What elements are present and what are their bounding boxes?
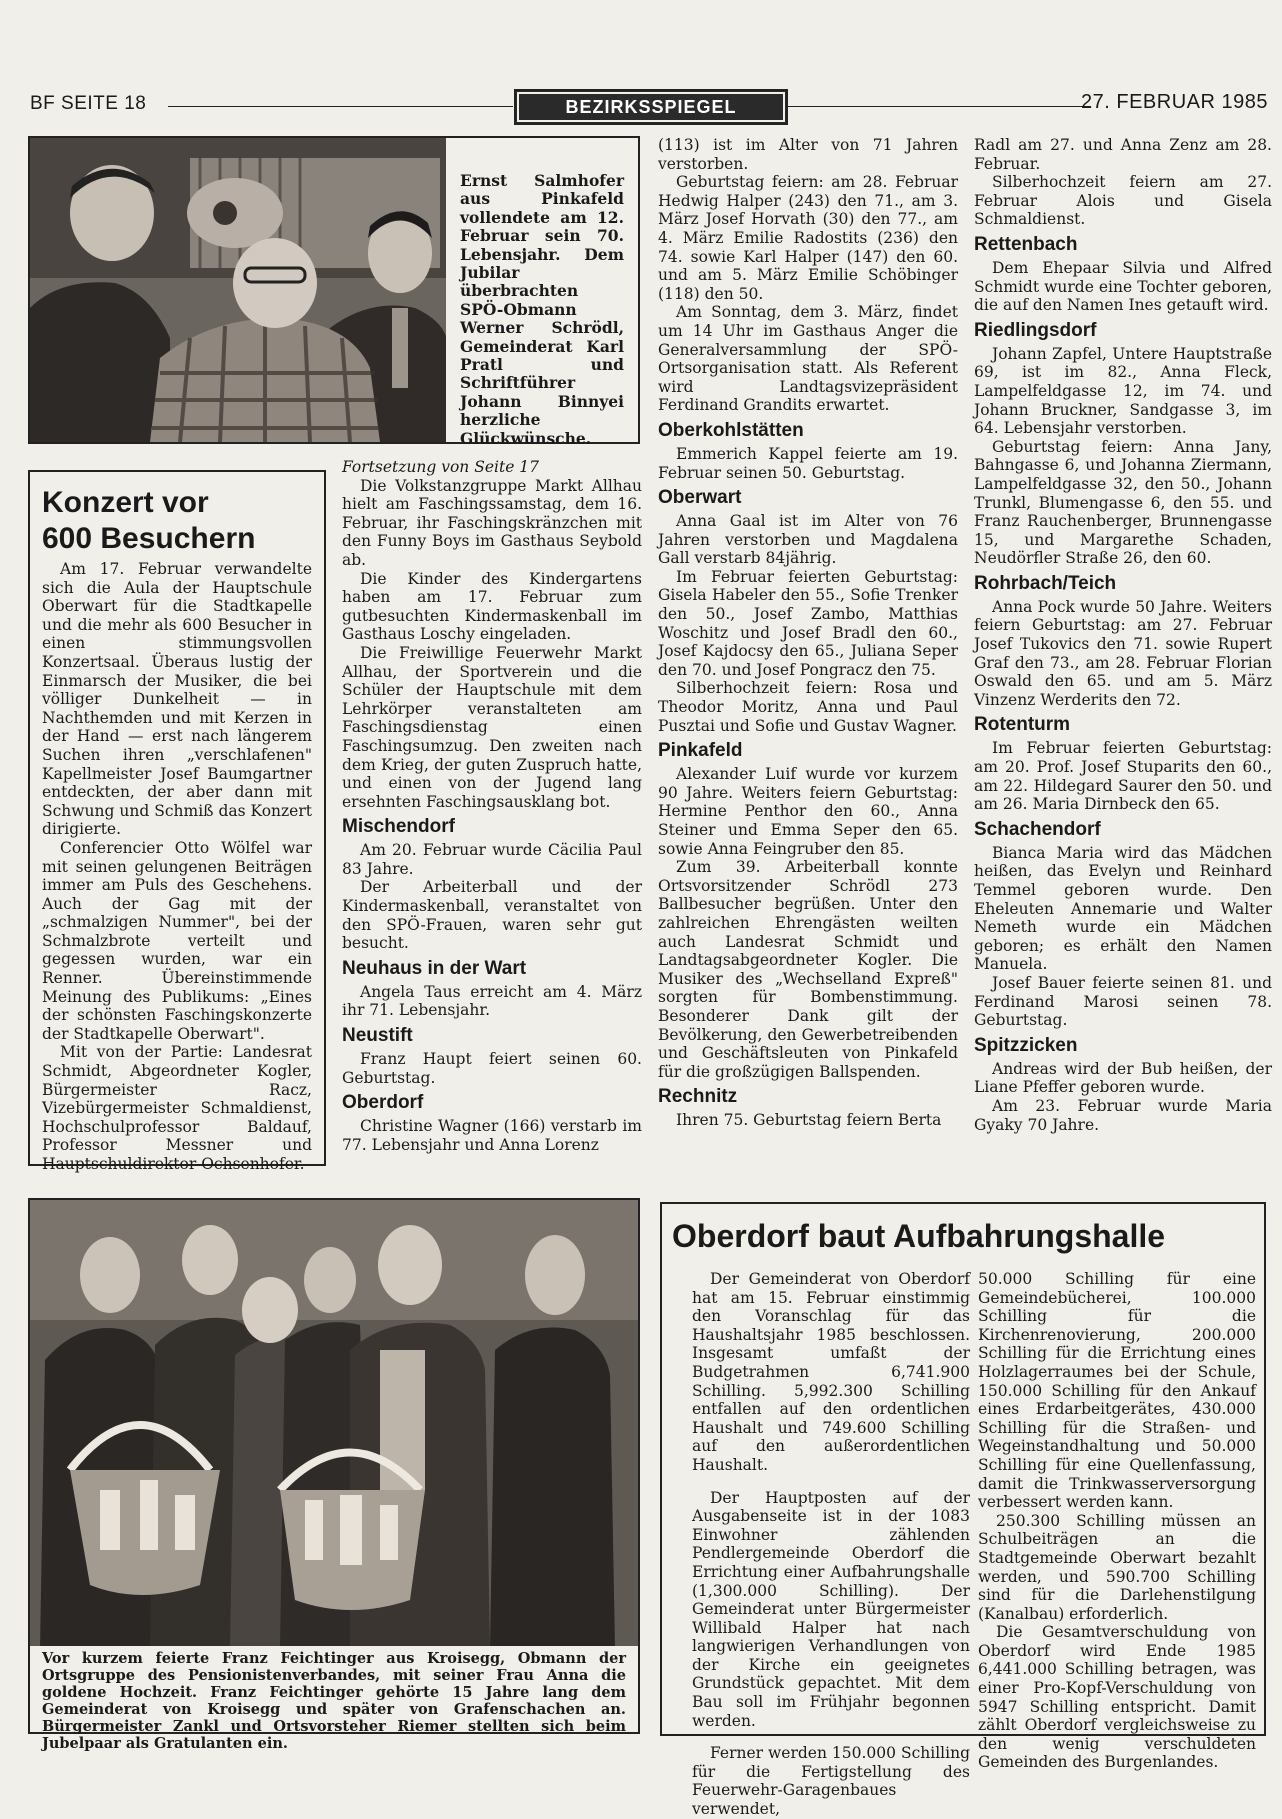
header-rule-left	[168, 106, 513, 107]
aufbahrung-a1: Der Gemeinderat von Oberdorf hat am 15. Februar einstimmig den Voranschlag für das Haushaltsjahr 1985 beschlossen. Insgesamt umfaßt der Budgetrahmen 6,741.900 Schilling. 5,992.300 Schilling entfallen auf den ordentlichen Haushalt und 749.600 Schilling auf den außerordentlichen Haushalt.	[692, 1270, 970, 1474]
oberkohlstaetten-p: Emmerich Kappel feierte am 19. Februar seinen 50. Geburtstag.	[658, 444, 958, 482]
heading-neustift: Neustift	[342, 1025, 413, 1047]
column-2	[342, 458, 642, 1154]
photo-feichtinger-image	[30, 1200, 638, 1648]
pinkafeld-p1: Alexander Luif wurde vor kurzem 90 Jahre. Weiters feiern Geburtstag: Hermine Penthor den 60., Anna Steiner und Emma Seper den 65. sowie Anna Feingruber den 85.	[658, 765, 958, 858]
photo-salmhofer	[28, 136, 450, 444]
oberwart-p3: Silberhochzeit feiern: Rosa und Theodor Moritz, Anna und Paul Pusztai und Sofie und Gustav Wagner.	[658, 679, 958, 735]
aufbahrung-b3: Die Gesamtverschuldung von Oberdorf wird Ende 1985 6,441.000 Schilling betragen, was einer Pro-Kopf-Verschuldung von 5947 Schilling entspricht. Damit zählt Oberdorf vergleichsweise zu den wenig verschuldeten Gemeinden des Burgenlandes.	[978, 1623, 1256, 1772]
heading-mischendorf: Mischendorf	[342, 816, 455, 838]
pinkafeld-p2: Zum 39. Arbeiterball konnte Ortsvorsitzender Schrödl 273 Ballbesucher begrüßen. Unter den zahlreichen Ehrengästen weilten auch Landesrat Schmidt und Landtagsabgeordneter Kogler. Die Musiker des „Wechselland Expreß" sorgten für Bombenstimmung. Besonderer Dank gilt der Bevölkerung, den Gewerbetreibenden und Geschäftsleuten von Pinkafeld für die großzügigen Ballspenden.	[658, 858, 958, 1081]
col3-p0: (113) ist im Alter von 71 Jahren verstorben.	[658, 136, 958, 173]
heading-riedlingsdorf: Riedlingsdorf	[974, 319, 1097, 341]
schachendorf-p2: Josef Bauer feierte seinen 81. und Ferdinand Marosi seinen 78. Geburtstag.	[974, 973, 1272, 1030]
heading-rotenturm: Rotenturm	[974, 714, 1071, 736]
aufbahrung-b2: 250.300 Schilling müssen an Schulbeiträgen an die Stadtgemeinde Oberwart bezahlt werden, und 590.700 Schilling sind für die Darlehenstilgung (Kanalbau) erforderlich.	[978, 1511, 1256, 1623]
heading-rohrbach: Rohrbach/Teich	[974, 572, 1117, 594]
heading-oberkohlstaetten: Oberkohlstätten	[658, 419, 804, 441]
rohrbach-p: Anna Pock wurde 50 Jahre. Weiters feiern Geburtstag: am 27. Februar Josef Tukovics den 71. sowie Rupert Graf den 73., am 28. Februar Florian Oswald den 65. und am 5. März Vinzenz Werderits den 72.	[974, 597, 1272, 709]
konzert-title-1: Konzert vor	[42, 486, 209, 519]
col2-p2: Die Kinder des Kindergartens haben am 17. Februar zum gutbesuchten Kindermaskenball im Gasthaus Loschy eingeladen.	[342, 569, 642, 644]
spitzzicken-p1: Andreas wird der Bub heißen, der Liane Pfeffer geboren wurde.	[974, 1059, 1272, 1097]
aufbahrung-a2: Der Hauptposten auf der Ausgabenseite ist in der 1083 Einwohner zählenden Pendlergemeinde Oberdorf die Errichtung einer Aufbahrungshalle (1,300.000 Schilling). Der Gemeinderat unter Bürgermeister Willibald Halper hat nach langwierigen Verhandlungen von der Kirche ein geeignetes Grundstück gepachtet. Mit dem Bau soll im Frühjahr begonnen werden.	[692, 1488, 970, 1730]
konzert-p2: Conferencier Otto Wölfel war mit seinen gelungenen Beiträgen immer am Puls des Geschehens. Auch der Gag mit der „schmalzigen Nummer", bei der Schmalzbrote verteilt und gegessen wurden, war ein Renner. Übereinstimmende Meinung des Publikums: „Eines der schönsten Faschingskonzerte der Stadtkapelle Oberwart".	[42, 838, 312, 1043]
oberwart-p1: Anna Gaal ist im Alter von 76 Jahren verstorben und Magdalena Gall verstarb 84jährig.	[658, 512, 958, 568]
col4-p0: Radl am 27. und Anna Zenz am 28. Februar.	[974, 136, 1272, 173]
photo1-caption: Ernst Salmhofer aus Pinkafeld vollendete am 12. Februar sein 70. Lebensjahr. Dem Jubilar überbrachten SPÖ-Obmann Werner Schrödl, Gemeinderat Karl Pratl und Schriftführer Johann Binnyei herzliche Glückwünsche.	[460, 171, 624, 448]
mischendorf-p2: Der Arbeiterball und der Kindermaskenball, veranstaltet von den SPÖ-Frauen, waren sehr gut besucht.	[342, 878, 642, 953]
konzert-title-2: 600 Besuchern	[42, 522, 256, 555]
mischendorf-p1: Am 20. Februar wurde Cäcilia Paul 83 Jahre.	[342, 841, 642, 878]
riedlingsdorf-p1: Johann Zapfel, Untere Hauptstraße 69, ist im 82., Anna Fleck, Lampelfeldgasse 12, im 74. und Johann Bruckner, Sandgasse 3, im 64. Lebensjahr verstorben.	[974, 344, 1272, 438]
schachendorf-p1: Bianca Maria wird das Mädchen heißen, das Evelyn und Reinhard Temmel geboren wurde. Den Eheleuten Annemarie und Walter Nemeth wurde ein Mädchen geboren; es erhält den Namen Manuela.	[974, 843, 1272, 974]
heading-rettenbach: Rettenbach	[974, 233, 1078, 255]
section-badge: BEZIRKSSPIEGEL	[514, 89, 788, 125]
heading-spitzzicken: Spitzzicken	[974, 1034, 1078, 1056]
spitzzicken-p2: Am 23. Februar wurde Maria Gyaky 70 Jahre.	[974, 1096, 1272, 1134]
riedlingsdorf-p2: Geburtstag feiern: Anna Jany, Bahngasse 6, und Johanna Ziermann, Lampelfeldgasse 32, den 50., Johann Trunkl, Blumengasse 6, den 55. und Franz Rauchenberger, Brunnengasse 15, und Margarethe Schaden, Neudörfler Straße 26, den 60.	[974, 437, 1272, 568]
col2-p3: Die Freiwillige Feuerwehr Markt Allhau, der Sportverein und die Schüler der Hauptschule mit dem Lehrkörper veranstalteten am Faschingsdienstag einen Faschingsumzug. Den zweiten nach dem Krieg, der guten Zuspruch hatte, und einen von der Jugend lang ersehnten Faschingsausklang bot.	[342, 643, 642, 811]
issue-date: 27. FEBRUAR 1985	[1081, 91, 1268, 113]
photo-salmhofer-image	[30, 138, 448, 442]
heading-pinkafeld: Pinkafeld	[658, 740, 743, 762]
photo-feichtinger	[28, 1198, 640, 1650]
rechnitz-p: Ihren 75. Geburtstag feiern Berta	[676, 1111, 942, 1130]
aufbahrung-b1: 50.000 Schilling für eine Gemeindebücherei, 100.000 Schilling für die Kirchenrenovierung, 200.000 Schilling für die Errichtung eines Holzlagerraumes bei der Schule, 150.000 Schilling für den Ankauf eines Erdarbeitgerätes, 430.000 Schilling für die Straßen- und Wegeinstandhaltung und 50.000 Schilling für eine Quellenfassung, damit die Trinkwasserversorgung verbessert werden kann.	[978, 1270, 1256, 1512]
column-4	[974, 136, 1272, 1134]
column-3	[658, 136, 958, 1130]
konzert-p3: Mit von der Partie: Landesrat Schmidt, Abgeordneter Kogler, Bürgermeister Racz, Vizebürgermeister Schmaldienst, Hochschulprofessor Baldauf, Professor Messner und Hauptschuldirektor Ochsenhofer.	[42, 1043, 312, 1173]
rotenturm-p: Im Februar feierten Geburtstag: am 20. Prof. Josef Stuparits den 60., am 22. Hildegard Saurer den 50. und am 26. Maria Dirnbeck den 65.	[974, 739, 1272, 814]
heading-oberwart: Oberwart	[658, 487, 742, 509]
col3-p2: Am Sonntag, dem 3. März, findet um 14 Uhr im Gasthaus Anger die Generalversammlung der SPÖ-Ortsorganisation statt. Als Referent wird Landtagsvizepräsident Ferdinand Grandits erwartet.	[658, 303, 958, 415]
neuhaus-p: Angela Taus erreicht am 4. März ihr 71. Lebensjahr.	[342, 982, 642, 1020]
aufbahrung-title: Oberdorf baut Aufbahrungshalle	[672, 1218, 1166, 1254]
page-number: BF SEITE 18	[30, 93, 147, 114]
oberwart-p2: Im Februar feierten Geburtstag: Gisela Habeler den 55., Sofie Trenker den 50., Josef Zambo, Matthias Woschitz und Josef Bradl den 60., Josef Kajdocsy den 65., Juliana Seper den 70. und Josef Pongracz den 75.	[658, 567, 958, 679]
heading-rechnitz: Rechnitz	[658, 1086, 738, 1108]
photo2-caption-box	[28, 1646, 640, 1752]
aufbahrung-a3: Ferner werden 150.000 Schilling für die Fertigstellung des Feuerwehr-Garagenbaues verwendet,	[692, 1744, 970, 1819]
photo2-caption: Vor kurzem feierte Franz Feichtinger aus Kroisegg, Obmann der Ortsgruppe des Pensionistenverbandes, mit seiner Frau Anna die goldene Hochzeit. Franz Feichtinger gehörte 15 Jahre lang dem Gemeinderat von Kroisegg und später von Grafenschachen an. Bürgermeister Zankl und Ortsvorsteher Riemer stellten sich beim Jubelpaar als Gratulanten ein.	[42, 1650, 626, 1752]
konzert-p1: Am 17. Februar verwandelte sich die Aula der Hauptschule Oberwart für die Stadtkapelle und die mehr als 600 Besucher in einen stimmungsvollen Konzertsaal. Überaus lustig der Einmarsch der Musiker, die bei völliger Dunkelheit — in Nachthemden und mit Kerzen in der Hand — erst nach längerem Suchen ihren „verschlafenen" Kapellmeister Josef Baumgartner entdeckten, der aber dann mit Schwung und Schmiß das Konzert dirigierte.	[42, 560, 312, 839]
header-rule-right	[786, 106, 1091, 107]
col3-p1: Geburtstag feiern: am 28. Februar Hedwig Halper (243) den 71., am 3. März Josef Horvath (30) den 77., am 4. März Emilie Radostits (236) den 74. sowie Karl Halper (147) den 60. und am 5. März Emilie Schöbinger (118) den 50.	[658, 173, 958, 303]
neustift-p: Franz Haupt feiert seinen 60. Geburtstag.	[342, 1050, 642, 1087]
aufbahrung-article	[660, 1202, 1266, 1819]
col4-p1: Silberhochzeit feiern am 27. Februar Alois und Gisela Schmaldienst.	[974, 173, 1272, 229]
heading-neuhaus: Neuhaus in der Wart	[342, 957, 527, 979]
heading-schachendorf: Schachendorf	[974, 818, 1101, 840]
rettenbach-p: Dem Ehepaar Silvia und Alfred Schmidt wurde eine Tochter geboren, die auf den Namen Ines getauft wird.	[974, 258, 1272, 315]
col2-p1: Die Volkstanzgruppe Markt Allhau hielt am Faschingssamstag, dem 16. Februar, ihr Faschingskränzchen mit den Funny Boys im Gasthaus Seybold ab.	[342, 476, 642, 569]
heading-oberdorf: Oberdorf	[342, 1092, 424, 1114]
fortsetzung: Fortsetzung von Seite 17	[342, 458, 540, 476]
konzert-article	[28, 470, 326, 1173]
oberdorf-p: Christine Wagner (166) verstarb im 77. Lebensjahr und Anna Lorenz	[342, 1117, 642, 1154]
photo1-caption-box	[446, 136, 640, 448]
